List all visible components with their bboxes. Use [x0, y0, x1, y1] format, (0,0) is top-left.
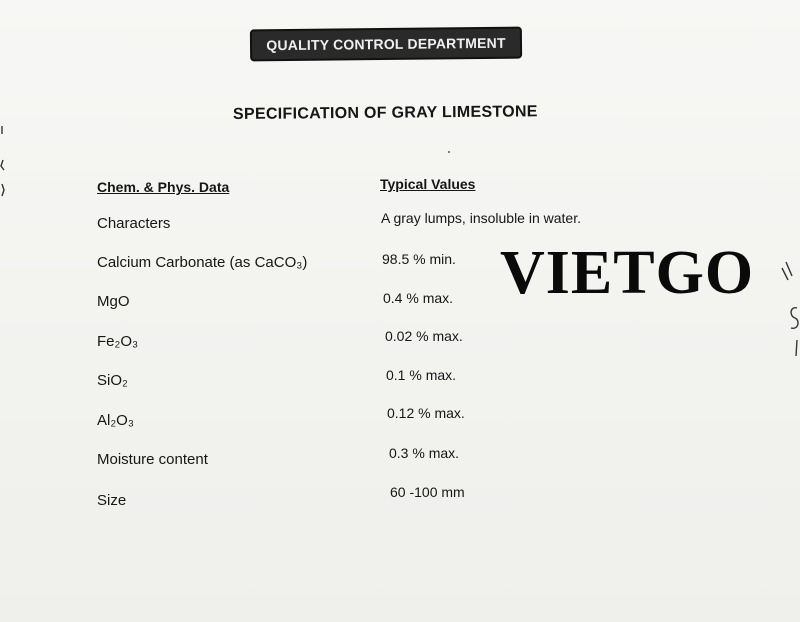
row-label-moisture: Moisture content [97, 451, 208, 468]
row-value-fe2o3: 0.02 % max. [385, 328, 463, 344]
column-header-typical-values: Typical Values [380, 176, 476, 192]
document-title: SPECIFICATION OF GRAY LIMESTONE [232, 103, 538, 123]
row-label-size: Size [97, 492, 127, 509]
row-value-al2o3: 0.12 % max. [387, 405, 465, 421]
row-label-calcium-carbonate: Calcium Carbonate (as CaCO₃) [97, 254, 308, 271]
row-value-characters: A gray lumps, insoluble in water. [381, 210, 581, 226]
row-value-calcium-carbonate: 98.5 % min. [382, 251, 456, 267]
row-label-mgo: MgO [97, 293, 130, 310]
department-name: QUALITY CONTROL DEPARTMENT [266, 34, 506, 54]
row-value-sio2: 0.1 % max. [386, 367, 457, 383]
row-value-mgo: 0.4 % max. [383, 290, 454, 306]
vietgo-watermark: VIETGO [500, 239, 755, 307]
row-label-sio2: SiO₂ [97, 372, 128, 389]
row-value-moisture: 0.3 % max. [389, 445, 460, 461]
column-header-chem-phys: Chem. & Phys. Data [97, 179, 230, 195]
row-label-al2o3: Al₂O₃ [97, 412, 134, 429]
row-value-size: 60 -100 mm [390, 484, 465, 500]
row-label-characters: Characters [97, 215, 171, 232]
row-label-fe2o3: Fe₂O₃ [97, 333, 139, 350]
